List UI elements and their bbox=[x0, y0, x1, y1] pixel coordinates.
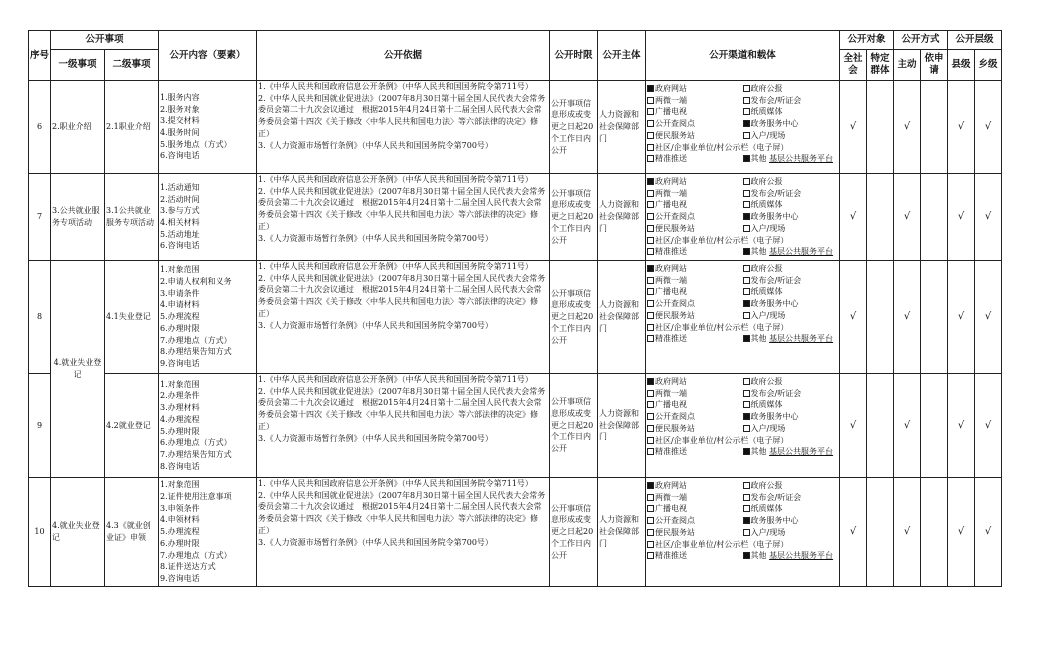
content-line: 1.对象范围 bbox=[160, 379, 200, 389]
checkbox-icon bbox=[743, 312, 750, 319]
channels-cell bbox=[646, 81, 840, 174]
channel-option: 纸质媒体 bbox=[743, 106, 839, 118]
header-content: 公开内容（要素） bbox=[159, 31, 257, 81]
basis-line: 2.《中华人民共和国就业促进法》（2007年8月30日第十届全国人民代表大会常务委员会第二十九次会议通过 根据2015年4月24日第十二届全国人民代表大会常务委员会第十四次《关于修改〈中华人民共和国电力法〉等六部法律的决定》修正） bbox=[258, 386, 546, 431]
tick-active: √ bbox=[894, 174, 921, 261]
channel-option: 便民服务站 bbox=[647, 310, 743, 322]
content-line: 7.办理地点（方式） bbox=[160, 335, 232, 345]
channel-option: 两微一端 bbox=[647, 492, 743, 504]
content-elements bbox=[159, 174, 257, 261]
header-mode-apply: 依申请 bbox=[921, 50, 948, 81]
table-row bbox=[29, 174, 1002, 261]
checkbox-icon bbox=[743, 494, 750, 501]
channels-cell bbox=[646, 374, 840, 478]
level2-item: 4.1失业登记 bbox=[105, 261, 159, 374]
basis-line: 1.《中华人民共和国政府信息公开条例》（中华人民共和国国务院令第711号） bbox=[258, 262, 533, 271]
checkbox-icon bbox=[647, 213, 654, 220]
checkbox-icon bbox=[647, 517, 654, 524]
basis-line: 2.《中华人民共和国就业促进法》（2007年8月30日第十届全国人民代表大会常务委员会第二十九次会议通过 根据2015年4月24日第十二届全国人民代表大会常务委员会第十四次《关于修改〈中华人民共和国电力法〉等六部法律的决定》修正） bbox=[258, 186, 546, 231]
tick-specific bbox=[867, 261, 894, 374]
row-number: 9 bbox=[29, 374, 51, 478]
basis-text bbox=[257, 81, 550, 174]
content-line: 1.服务内容 bbox=[160, 92, 200, 102]
content-line: 7.办理结果告知方式 bbox=[160, 449, 232, 459]
tick-all: √ bbox=[840, 478, 867, 587]
channel-option: 社区/企事业单位/村公示栏（电子屏） bbox=[647, 435, 838, 447]
level2-item: 4.3《就业创业证》申领 bbox=[105, 478, 159, 587]
checkbox-icon bbox=[743, 425, 750, 432]
table-row bbox=[29, 261, 1002, 374]
tick-active: √ bbox=[894, 478, 921, 587]
table-row bbox=[29, 374, 1002, 478]
checkbox-icon bbox=[743, 248, 750, 255]
content-line: 4.服务时间 bbox=[160, 128, 200, 137]
channel-option: 两微一端 bbox=[647, 388, 743, 400]
basis-line: 1.《中华人民共和国政府信息公开条例》（中华人民共和国国务院令第711号） bbox=[258, 82, 533, 91]
channel-option: 纸质媒体 bbox=[743, 399, 839, 411]
basis-text bbox=[257, 261, 550, 374]
checkbox-icon bbox=[647, 378, 654, 385]
tick-apply bbox=[921, 261, 948, 374]
content-line: 6.办理时限 bbox=[160, 323, 200, 333]
channel-option: 广播电视 bbox=[647, 106, 743, 118]
checkbox-icon bbox=[647, 425, 654, 432]
content-line: 5.服务地点（方式） bbox=[160, 139, 232, 149]
channel-option: 广播电视 bbox=[647, 286, 743, 298]
content-line: 2.服务对象 bbox=[160, 104, 200, 114]
checkbox-icon bbox=[743, 300, 750, 307]
content-line: 4.办理流程 bbox=[160, 414, 200, 424]
checkbox-icon bbox=[647, 482, 654, 489]
checkbox-icon bbox=[743, 178, 750, 185]
content-elements bbox=[159, 374, 257, 478]
channels-cell bbox=[646, 261, 840, 374]
content-line: 9.咨询电话 bbox=[160, 573, 200, 583]
checkbox-icon bbox=[743, 529, 750, 536]
channel-option: 入户/现场 bbox=[743, 223, 839, 235]
checkbox-icon bbox=[743, 482, 750, 489]
table-row bbox=[29, 478, 1002, 587]
content-line: 2.活动时间 bbox=[160, 194, 200, 204]
content-line: 4.申领材料 bbox=[160, 515, 200, 525]
channel-option: 精准推送 bbox=[647, 153, 743, 165]
content-line: 8.证件送达方式 bbox=[160, 562, 216, 572]
content-line: 6.办理时限 bbox=[160, 538, 200, 548]
header-time: 公开时限 bbox=[550, 31, 598, 81]
header-seq: 序号 bbox=[29, 31, 51, 81]
checkbox-icon bbox=[743, 288, 750, 295]
tick-county: √ bbox=[948, 374, 975, 478]
channel-option: 发布会/听证会 bbox=[743, 492, 839, 504]
other-platform: 基层公共服务平台 bbox=[769, 551, 834, 561]
content-line: 2.申请人权利和义务 bbox=[160, 277, 232, 287]
row-number: 10 bbox=[29, 478, 51, 587]
tick-specific bbox=[867, 478, 894, 587]
row-number: 8 bbox=[29, 261, 51, 374]
content-line: 1.对象范围 bbox=[160, 265, 200, 275]
row-number: 6 bbox=[29, 81, 51, 174]
basis-line: 1.《中华人民共和国政府信息公开条例》（中华人民共和国国务院令第711号） bbox=[258, 375, 533, 384]
checkbox-icon bbox=[647, 120, 654, 127]
tick-active: √ bbox=[894, 261, 921, 374]
channel-option: 政府网站 bbox=[647, 176, 743, 188]
channel-option: 政府公报 bbox=[743, 176, 839, 188]
tick-county: √ bbox=[948, 174, 975, 261]
channel-option: 两微一端 bbox=[647, 275, 743, 287]
channel-option: 政府网站 bbox=[647, 263, 743, 275]
header-level-township: 乡级 bbox=[975, 50, 1002, 81]
channel-option: 精准推送 bbox=[647, 246, 743, 258]
channel-option: 社区/企事业单位/村公示栏（电子屏） bbox=[647, 142, 838, 154]
content-line: 1.对象范围 bbox=[160, 480, 200, 490]
level1-item: 3.公共就业服务专项活动 bbox=[51, 174, 105, 261]
basis-line: 2.《中华人民共和国就业促进法》（2007年8月30日第十届全国人民代表大会常务委员会第二十九次会议通过 根据2015年4月24日第十二届全国人民代表大会常务委员会第十四次《关于修改〈中华人民共和国电力法〉等六部法律的决定》修正） bbox=[258, 490, 546, 535]
channel-option: 公开查阅点 bbox=[647, 515, 743, 527]
checkbox-icon bbox=[647, 494, 654, 501]
channel-option: 政府公报 bbox=[743, 480, 839, 492]
level2-item: 4.2就业登记 bbox=[105, 374, 159, 478]
tick-township: √ bbox=[975, 174, 1002, 261]
checkbox-icon bbox=[743, 213, 750, 220]
channel-option: 入户/现场 bbox=[743, 527, 839, 539]
channel-option: 社区/企事业单位/村公示栏（电子屏） bbox=[647, 539, 838, 551]
channel-option: 政府公报 bbox=[743, 263, 839, 275]
header-level-county: 县级 bbox=[948, 50, 975, 81]
channel-option: 其他 基层公共服务平台 bbox=[743, 153, 839, 165]
checkbox-icon bbox=[647, 144, 654, 151]
channel-option: 便民服务站 bbox=[647, 130, 743, 142]
level1-item: 2.职业介绍 bbox=[51, 81, 105, 174]
level1-item: 4.就业失业登记 bbox=[51, 478, 105, 587]
channel-option: 两微一端 bbox=[647, 188, 743, 200]
checkbox-icon bbox=[743, 413, 750, 420]
content-line: 5.办理流程 bbox=[160, 527, 200, 537]
level2-item: 2.1职业介绍 bbox=[105, 81, 159, 174]
checkbox-icon bbox=[743, 97, 750, 104]
content-line: 4.相关材料 bbox=[160, 218, 200, 227]
channel-option: 纸质媒体 bbox=[743, 286, 839, 298]
basis-line: 2.《中华人民共和国就业促进法》（2007年8月30日第十届全国人民代表大会常务委员会第二十九次会议通过 根据2015年4月24日第十二届全国人民代表大会常务委员会第十四次《关于修改〈中华人民共和国电力法〉等六部法律的决定》修正） bbox=[258, 273, 546, 318]
table-row bbox=[29, 81, 1002, 174]
checkbox-icon bbox=[743, 265, 750, 272]
channel-option: 广播电视 bbox=[647, 399, 743, 411]
checkbox-icon bbox=[647, 85, 654, 92]
header-level: 公开层级 bbox=[948, 31, 1002, 50]
checkbox-icon bbox=[743, 378, 750, 385]
basis-text bbox=[257, 174, 550, 261]
checkbox-icon bbox=[743, 390, 750, 397]
tick-specific bbox=[867, 81, 894, 174]
tick-all: √ bbox=[840, 174, 867, 261]
channel-option: 广播电视 bbox=[647, 503, 743, 515]
channel-option: 政务服务中心 bbox=[743, 515, 839, 527]
channel-option: 便民服务站 bbox=[647, 423, 743, 435]
channel-option: 其他 基层公共服务平台 bbox=[743, 246, 839, 258]
channel-option: 政府公报 bbox=[743, 83, 839, 95]
checkbox-icon bbox=[647, 237, 654, 244]
other-platform: 基层公共服务平台 bbox=[769, 247, 834, 257]
time-limit: 公开事项信息形成或变更之日起20个工作日内公开 bbox=[550, 81, 598, 174]
checkbox-icon bbox=[647, 541, 654, 548]
channel-option: 纸质媒体 bbox=[743, 503, 839, 515]
tick-township: √ bbox=[975, 374, 1002, 478]
content-line: 5.办理流程 bbox=[160, 312, 200, 322]
basis-line: 1.《中华人民共和国政府信息公开条例》（中华人民共和国国务院令第711号） bbox=[258, 479, 533, 488]
channels-cell bbox=[646, 174, 840, 261]
content-line: 3.参与方式 bbox=[160, 206, 200, 216]
checkbox-icon bbox=[743, 190, 750, 197]
checkbox-icon bbox=[647, 108, 654, 115]
level1-item: 4.就业失业登记 bbox=[51, 261, 105, 478]
content-elements bbox=[159, 478, 257, 587]
tick-specific bbox=[867, 174, 894, 261]
channel-option: 政府网站 bbox=[647, 480, 743, 492]
channel-option: 公开查阅点 bbox=[647, 298, 743, 310]
header-items: 公开事项 bbox=[51, 31, 159, 50]
channel-option: 便民服务站 bbox=[647, 223, 743, 235]
header-channels: 公开渠道和载体 bbox=[646, 31, 840, 81]
checkbox-icon bbox=[647, 413, 654, 420]
checkbox-icon bbox=[647, 401, 654, 408]
checkbox-icon bbox=[743, 85, 750, 92]
tick-apply bbox=[921, 374, 948, 478]
checkbox-icon bbox=[743, 552, 750, 559]
checkbox-icon bbox=[647, 132, 654, 139]
channel-option: 入户/现场 bbox=[743, 130, 839, 142]
channel-option: 精准推送 bbox=[647, 550, 743, 562]
channel-option: 公开查阅点 bbox=[647, 118, 743, 130]
checkbox-icon bbox=[647, 248, 654, 255]
content-line: 8.办理结果告知方式 bbox=[160, 347, 232, 357]
channel-option: 公开查阅点 bbox=[647, 411, 743, 423]
checkbox-icon bbox=[647, 277, 654, 284]
content-line: 1.活动通知 bbox=[160, 182, 200, 192]
disclosure-table bbox=[28, 30, 1002, 587]
channel-option: 入户/现场 bbox=[743, 310, 839, 322]
other-platform: 基层公共服务平台 bbox=[769, 154, 834, 164]
checkbox-icon bbox=[647, 178, 654, 185]
basis-line: 2.《中华人民共和国就业促进法》（2007年8月30日第十届全国人民代表大会常务委员会第二十九次会议通过 根据2015年4月24日第十二届全国人民代表大会常务委员会第十四次《关于修改〈中华人民共和国电力法〉等六部法律的决定》修正） bbox=[258, 93, 546, 138]
channel-option: 社区/企事业单位/村公示栏（电子屏） bbox=[647, 235, 838, 247]
channel-option: 公开查阅点 bbox=[647, 211, 743, 223]
checkbox-icon bbox=[647, 190, 654, 197]
tick-all: √ bbox=[840, 261, 867, 374]
time-limit: 公开事项信息形成或变更之日起20个工作日内公开 bbox=[550, 174, 598, 261]
checkbox-icon bbox=[647, 312, 654, 319]
channel-option: 便民服务站 bbox=[647, 527, 743, 539]
checkbox-icon bbox=[743, 155, 750, 162]
channel-option: 政务服务中心 bbox=[743, 298, 839, 310]
channel-option: 精准推送 bbox=[647, 333, 743, 345]
header-basis: 公开依据 bbox=[257, 31, 550, 81]
content-line: 5.办理时限 bbox=[160, 426, 200, 436]
content-line: 6.咨询电话 bbox=[160, 151, 200, 161]
basis-text bbox=[257, 374, 550, 478]
channel-option: 其他 基层公共服务平台 bbox=[743, 446, 839, 458]
subject: 人力资源和社会保障部门 bbox=[598, 374, 646, 478]
header-target-specific: 特定群体 bbox=[867, 50, 894, 81]
tick-county: √ bbox=[948, 81, 975, 174]
content-line: 8.咨询电话 bbox=[160, 461, 200, 471]
tick-active: √ bbox=[894, 81, 921, 174]
checkbox-icon bbox=[647, 324, 654, 331]
checkbox-icon bbox=[647, 529, 654, 536]
content-line: 3.提交材料 bbox=[160, 116, 200, 126]
basis-line: 3.《人力资源市场暂行条例》（中华人民共和国国务院令第700号） bbox=[258, 320, 493, 330]
checkbox-icon bbox=[743, 335, 750, 342]
channel-option: 政务服务中心 bbox=[743, 211, 839, 223]
checkbox-icon bbox=[743, 505, 750, 512]
checkbox-icon bbox=[743, 108, 750, 115]
checkbox-icon bbox=[743, 401, 750, 408]
channel-option: 精准推送 bbox=[647, 446, 743, 458]
subject: 人力资源和社会保障部门 bbox=[598, 261, 646, 374]
channels-cell bbox=[646, 478, 840, 587]
checkbox-icon bbox=[743, 517, 750, 524]
subject: 人力资源和社会保障部门 bbox=[598, 81, 646, 174]
tick-county: √ bbox=[948, 478, 975, 587]
content-line: 2.证件使用注意事项 bbox=[160, 492, 232, 502]
checkbox-icon bbox=[743, 120, 750, 127]
channel-option: 发布会/听证会 bbox=[743, 275, 839, 287]
header-target: 公开对象 bbox=[840, 31, 894, 50]
content-line: 6.办理地点（方式） bbox=[160, 438, 232, 448]
content-line: 3.办理材料 bbox=[160, 403, 200, 413]
content-line: 3.申领条件 bbox=[160, 503, 200, 513]
content-elements bbox=[159, 81, 257, 174]
channel-option: 政务服务中心 bbox=[743, 411, 839, 423]
basis-line: 3.《人力资源市场暂行条例》（中华人民共和国国务院令第700号） bbox=[258, 233, 493, 243]
channel-option: 入户/现场 bbox=[743, 423, 839, 435]
tick-specific bbox=[867, 374, 894, 478]
tick-apply bbox=[921, 478, 948, 587]
basis-line: 3.《人力资源市场暂行条例》（中华人民共和国国务院令第700号） bbox=[258, 537, 493, 547]
content-line: 6.咨询电话 bbox=[160, 241, 200, 251]
content-line: 5.活动地址 bbox=[160, 229, 200, 239]
time-limit: 公开事项信息形成或变更之日起20个工作日内公开 bbox=[550, 374, 598, 478]
checkbox-icon bbox=[647, 390, 654, 397]
checkbox-icon bbox=[647, 97, 654, 104]
content-line: 9.咨询电话 bbox=[160, 358, 200, 368]
content-line: 7.办理地点（方式） bbox=[160, 550, 232, 560]
checkbox-icon bbox=[743, 448, 750, 455]
checkbox-icon bbox=[743, 201, 750, 208]
checkbox-icon bbox=[647, 225, 654, 232]
header-level2: 二级事项 bbox=[105, 50, 159, 81]
channel-option: 发布会/听证会 bbox=[743, 95, 839, 107]
checkbox-icon bbox=[647, 155, 654, 162]
tick-township: √ bbox=[975, 261, 1002, 374]
channel-option: 其他 基层公共服务平台 bbox=[743, 550, 839, 562]
checkbox-icon bbox=[647, 288, 654, 295]
tick-apply bbox=[921, 174, 948, 261]
channel-option: 政府公报 bbox=[743, 376, 839, 388]
subject: 人力资源和社会保障部门 bbox=[598, 174, 646, 261]
tick-all: √ bbox=[840, 374, 867, 478]
checkbox-icon bbox=[647, 552, 654, 559]
tick-all: √ bbox=[840, 81, 867, 174]
other-platform: 基层公共服务平台 bbox=[769, 334, 834, 344]
checkbox-icon bbox=[647, 437, 654, 444]
channel-option: 纸质媒体 bbox=[743, 199, 839, 211]
channel-option: 社区/企事业单位/村公示栏（电子屏） bbox=[647, 322, 838, 334]
checkbox-icon bbox=[647, 265, 654, 272]
channel-option: 政务服务中心 bbox=[743, 118, 839, 130]
row-number: 7 bbox=[29, 174, 51, 261]
header-level1: 一级事项 bbox=[51, 50, 105, 81]
checkbox-icon bbox=[647, 448, 654, 455]
checkbox-icon bbox=[743, 277, 750, 284]
basis-line: 3.《人力资源市场暂行条例》（中华人民共和国国务院令第700号） bbox=[258, 433, 493, 443]
content-elements bbox=[159, 261, 257, 374]
level2-item: 3.1公共就业服务专项活动 bbox=[105, 174, 159, 261]
basis-line: 3.《人力资源市场暂行条例》（中华人民共和国国务院令第700号） bbox=[258, 140, 493, 150]
other-platform: 基层公共服务平台 bbox=[769, 447, 834, 457]
channel-option: 广播电视 bbox=[647, 199, 743, 211]
content-line: 4.申请材料 bbox=[160, 300, 200, 310]
channel-option: 发布会/听证会 bbox=[743, 388, 839, 400]
tick-township: √ bbox=[975, 81, 1002, 174]
header-mode-active: 主动 bbox=[894, 50, 921, 81]
tick-apply bbox=[921, 81, 948, 174]
time-limit: 公开事项信息形成或变更之日起20个工作日内公开 bbox=[550, 478, 598, 587]
channel-option: 两微一端 bbox=[647, 95, 743, 107]
basis-text bbox=[257, 478, 550, 587]
channel-option: 政府网站 bbox=[647, 376, 743, 388]
channel-option: 发布会/听证会 bbox=[743, 188, 839, 200]
checkbox-icon bbox=[647, 335, 654, 342]
channel-option: 政府网站 bbox=[647, 83, 743, 95]
content-line: 3.申请条件 bbox=[160, 288, 200, 298]
tick-active: √ bbox=[894, 374, 921, 478]
header-subject: 公开主体 bbox=[598, 31, 646, 81]
checkbox-icon bbox=[743, 225, 750, 232]
checkbox-icon bbox=[647, 201, 654, 208]
subject: 人力资源和社会保障部门 bbox=[598, 478, 646, 587]
channel-option: 其他 基层公共服务平台 bbox=[743, 333, 839, 345]
content-line: 2.办理条件 bbox=[160, 391, 200, 401]
header-target-all: 全社会 bbox=[840, 50, 867, 81]
checkbox-icon bbox=[647, 300, 654, 307]
basis-line: 1.《中华人民共和国政府信息公开条例》（中华人民共和国国务院令第711号） bbox=[258, 175, 533, 184]
tick-county: √ bbox=[948, 261, 975, 374]
checkbox-icon bbox=[647, 505, 654, 512]
checkbox-icon bbox=[743, 132, 750, 139]
time-limit: 公开事项信息形成或变更之日起20个工作日内公开 bbox=[550, 261, 598, 374]
header-mode: 公开方式 bbox=[894, 31, 948, 50]
tick-township: √ bbox=[975, 478, 1002, 587]
